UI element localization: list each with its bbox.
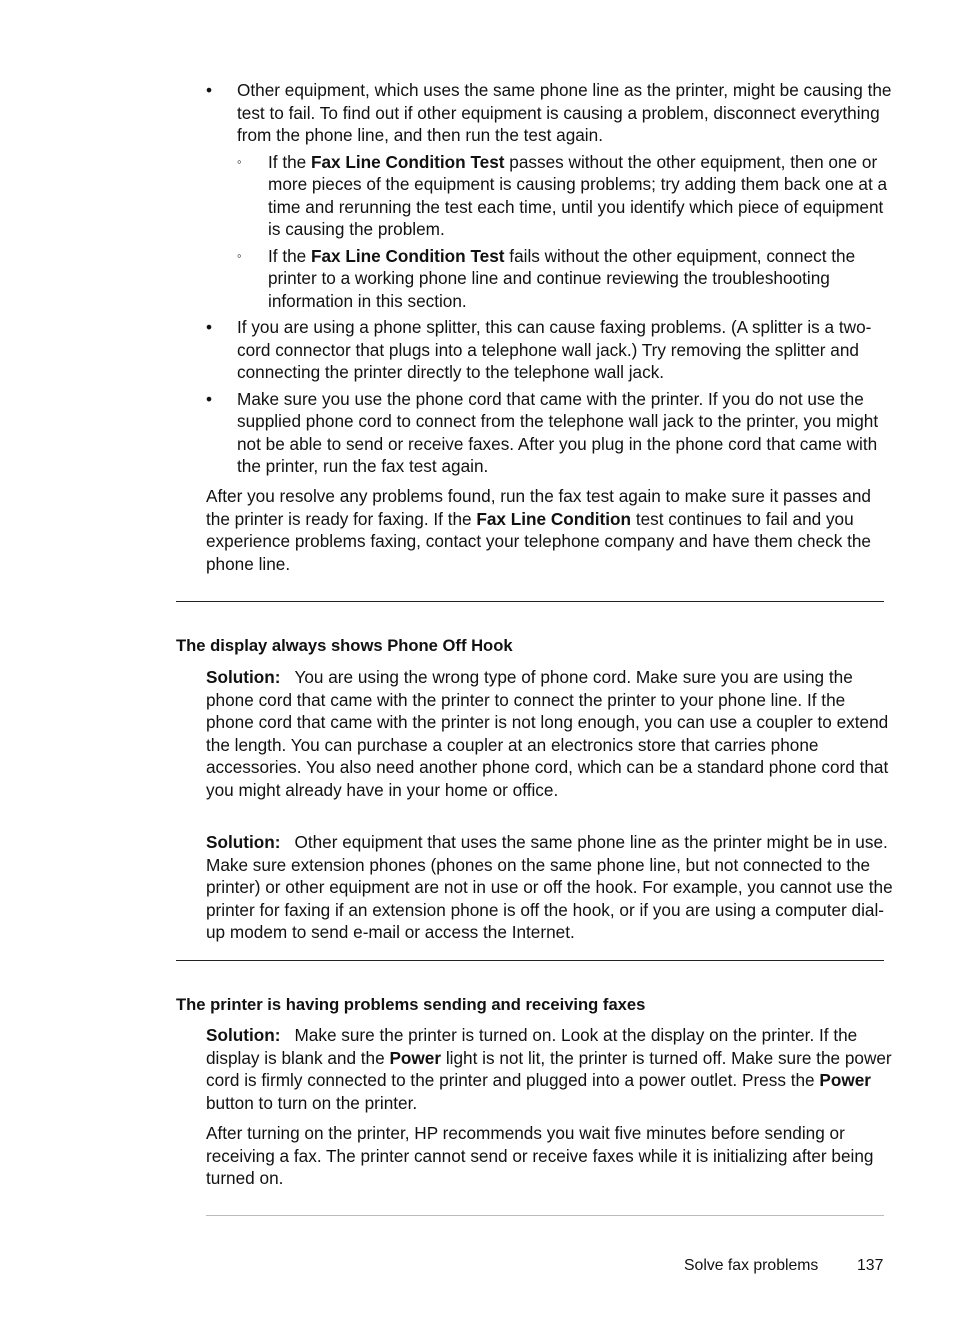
section-divider bbox=[176, 960, 884, 961]
bullet-marker: • bbox=[206, 388, 213, 409]
bullet-text: If you are using a phone splitter, this can cause faxing problems. (A splitter is a two-cord connector that plugs into a telephone wall jack.) Try removing the splitter and connecting the printer directly to the telephone wall jack. bbox=[237, 317, 872, 382]
solution-label: Solution: bbox=[206, 667, 281, 687]
section-heading-phone-off-hook: The display always shows Phone Off Hook bbox=[176, 636, 513, 655]
bullet-text: Other equipment, which uses the same phone line as the printer, might be causing the test to fail. To find out if other equipment is causing a problem, disconnect everything from the phone line, and then run the test again. bbox=[237, 80, 892, 145]
section-heading-send-receive: The printer is having problems sending and receiving faxes bbox=[176, 995, 646, 1014]
sub-bullet-text: If the Fax Line Condition Test passes without the other equipment, then one or more pieces of the equipment is causing problems; try adding them back one at a time and rerunning the test each time, until you identify which piece of equipment is causing the problem. bbox=[268, 151, 888, 239]
solution-paragraph: Solution: Other equipment that uses the same phone line as the printer might be in use. Make sure extension phones (phones on the same phone line, but not connected to the printer) or other equipment are not in use or off the hook. For example, you cannot use the printer for faxing if an extension phone is off the hook, or if you are using a computer dial-up modem to send e-mail or access the Internet. bbox=[206, 832, 893, 942]
sub-bullet-item bbox=[237, 245, 896, 313]
page-number: 137 bbox=[857, 1257, 884, 1274]
section-divider bbox=[176, 601, 884, 602]
solution-paragraph: Solution: Make sure the printer is turned on. Look at the display on the printer. If the display is blank and the Power light is not lit, the printer is turned off. Make sure the power cord is firmly connected to the printer and plugged into a power outlet. Press the Power button to turn on the printer. bbox=[206, 1025, 892, 1113]
bullet-list bbox=[206, 79, 896, 478]
sub-bullet-marker: ◦ bbox=[237, 247, 242, 263]
solution-label: Solution: bbox=[206, 832, 281, 852]
bullet-item bbox=[206, 316, 896, 384]
solution-paragraph: Solution: You are using the wrong type of phone cord. Make sure you are using the phone cord that came with the printer to connect the printer to your phone line. If the phone cord that came with the printer is not long enough, you can use a coupler to extend the length. You can purchase a coupler at an electronics store that carries phone accessories. You also need another phone cord, which can be a standard phone cord that you might already have in your home or office. bbox=[206, 667, 889, 800]
bullet-item bbox=[206, 388, 896, 478]
sub-bullet-item bbox=[237, 151, 896, 241]
sub-bullet-text: If the Fax Line Condition Test fails without the other equipment, connect the printer to a working phone line and continue reviewing the troubleshooting information in this section. bbox=[268, 245, 856, 311]
footer-divider bbox=[206, 1215, 884, 1216]
bullet-marker: • bbox=[206, 80, 213, 100]
solution-label: Solution: bbox=[206, 1025, 281, 1045]
footer-section-title: Solve fax problems bbox=[684, 1257, 819, 1274]
bullet-marker: • bbox=[206, 317, 213, 337]
sub-bullet-marker: ◦ bbox=[237, 153, 242, 169]
bullet-item bbox=[206, 79, 896, 312]
bullet-text: Make sure you use the phone cord that came with the printer. If you do not use the supplied phone cord to connect from the telephone wall jack to the printer, you might not be able to send or receive faxes. After you plug in the phone cord that came with the printer, run the fax test again. bbox=[237, 388, 879, 476]
after-power-paragraph: After turning on the printer, HP recommends you wait five minutes before sending or receiving a fax. The printer cannot send or receive faxes while it is initializing after being turned on. bbox=[206, 1123, 874, 1188]
summary-paragraph: After you resolve any problems found, run the fax test again to make sure it passes and the printer is ready for faxing. If the Fax Line Condition test continues to fail and you experience problems faxing, contact your telephone company and have them check the phone line. bbox=[206, 486, 871, 574]
